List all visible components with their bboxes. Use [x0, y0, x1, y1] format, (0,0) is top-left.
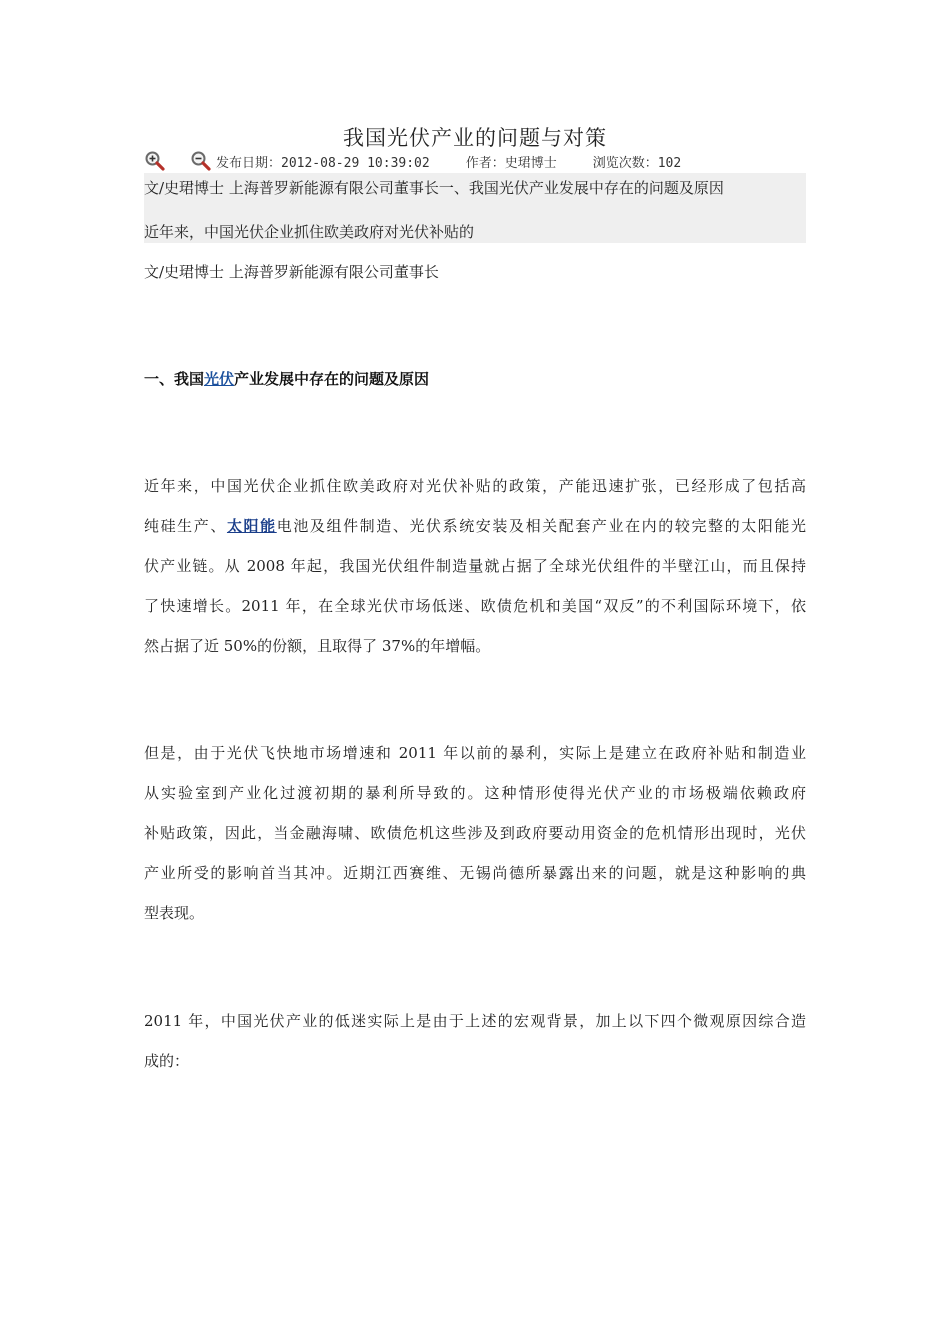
paragraph-line: 然占据了近 50%的份额，且取得了 37%的年增幅。: [144, 637, 491, 655]
heading-suffix: 产业发展中存在的问题及原因: [234, 370, 430, 388]
article-meta: [144, 149, 806, 173]
author: 作者：史珺博士: [465, 155, 557, 171]
paragraph-line: 成的：: [144, 1052, 190, 1070]
text-span: 纯硅生产、: [144, 517, 227, 535]
section-heading: [144, 368, 429, 389]
zoom-out-icon[interactable]: [190, 150, 212, 172]
photovoltaic-link[interactable]: 光伏: [204, 370, 235, 388]
paragraph-2: [144, 733, 806, 933]
article-title: 我国光伏产业的问题与对策: [343, 126, 607, 150]
paragraph-line: 型表现。: [144, 904, 205, 922]
paragraph-line: 了快速增长。2011 年，在全球光伏市场低迷、欧债危机和美国“双反”的不利国际环境下，依: [144, 597, 806, 615]
solar-energy-link[interactable]: 太阳能: [226, 517, 277, 535]
paragraph-line: 伏产业链。从 2008 年起，我国光伏组件制造量就占据了全球光伏组件的半壁江山，而且保持: [144, 557, 806, 575]
zoom-in-icon[interactable]: [144, 150, 166, 172]
paragraph-line: 补贴政策，因此，当金融海啸、欧债危机这些涉及到政府要动用资金的危机情形出现时，光伏: [144, 824, 806, 842]
summary-line-2: 近年来，中国光伏企业抓住欧美政府对光伏补贴的: [144, 223, 475, 241]
paragraph-line: 从实验室到产业化过渡初期的暴利所导致的。这种情形使得光伏产业的市场极端依赖政府: [144, 784, 806, 802]
heading-prefix: 一、我国: [144, 370, 205, 388]
paragraph-line: 2011 年，中国光伏产业的低迷实际上是由于上述的宏观背景，加上以下四个微观原因综合造: [144, 1012, 806, 1030]
paragraph-line: [144, 506, 806, 546]
paragraph-3: [144, 1001, 806, 1081]
paragraph-line: 近年来，中国光伏企业抓住欧美政府对光伏补贴的政策，产能迅速扩张，已经形成了包括高: [144, 477, 806, 495]
publish-date: 发布日期：2012-08-29 10:39:02: [216, 155, 430, 171]
paragraph-line: 产业所受的影响首当其冲。近期江西赛维、无锡尚德所暴露出来的问题，就是这种影响的典: [144, 864, 806, 882]
paragraph-line: 但是，由于光伏飞快地市场增速和 2011 年以前的暴利，实际上是建立在政府补贴和制造业: [144, 744, 806, 762]
view-count: 浏览次数：102: [592, 155, 682, 171]
text-span: 电池及组件制造、光伏系统安装及相关配套产业在内的较完整的太阳能光: [276, 517, 806, 535]
paragraph-1: [144, 466, 806, 666]
byline: 文/史珺博士 上海普罗新能源有限公司董事长: [144, 263, 439, 281]
article-summary: [144, 173, 806, 243]
summary-line-1: 文/史珺博士 上海普罗新能源有限公司董事长一、我国光伏产业发展中存在的问题及原因: [144, 179, 724, 197]
